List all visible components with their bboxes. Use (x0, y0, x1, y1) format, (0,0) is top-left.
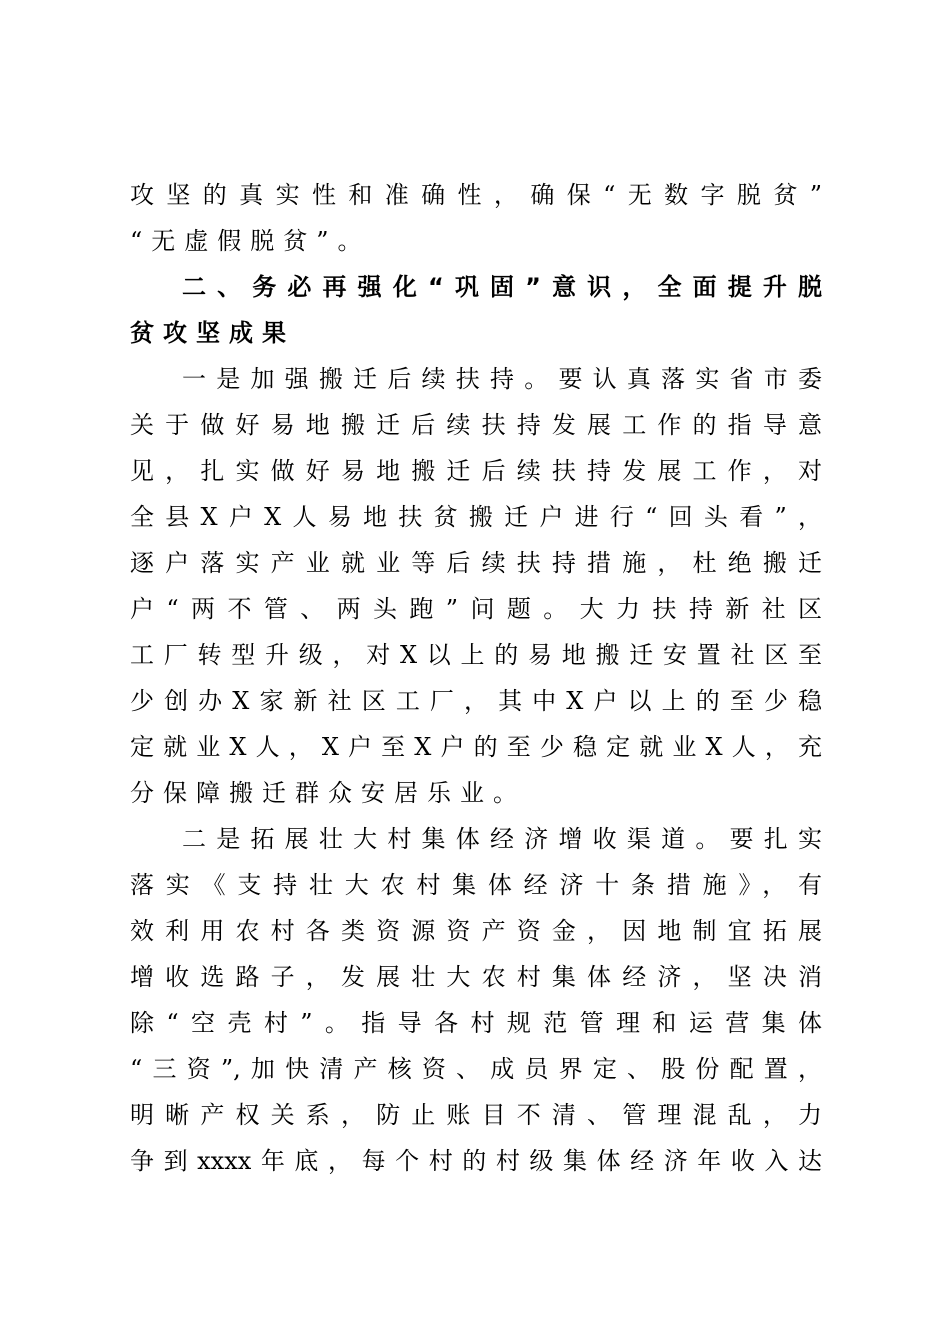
paragraph-first-line: 二是拓展壮大村集体经济增收渠道。要扎实 (182, 825, 822, 853)
body-text-line: 效利用农村各类资源资产资金，因地制宜拓展 (130, 917, 822, 945)
body-text-line: 除“空壳村”。指导各村规范管理和运营集体 (130, 1009, 822, 1037)
body-text-line: 定就业X人，X户至X户的至少稳定就业X人，充 (130, 733, 822, 761)
body-text-line: 落实《支持壮大农村集体经济十条措施》，有 (130, 871, 822, 899)
body-text-line: 增收选路子，发展壮大农村集体经济，坚决消 (130, 963, 822, 991)
body-text-line: 全县X户X人易地扶贫搬迁户进行“回头看”， (130, 503, 822, 531)
section-heading-continued: 贫攻坚成果 (130, 319, 295, 347)
body-text-line: 攻坚的真实性和准确性，确保“无数字脱贫” (130, 181, 822, 209)
body-text-line: 少创办X家新社区工厂，其中X户以上的至少稳 (130, 687, 822, 715)
body-text-line: “三资”,加快清产核资、成员界定、股份配置， (130, 1055, 822, 1083)
body-text-line: 逐户落实产业就业等后续扶持措施，杜绝搬迁 (130, 549, 822, 577)
body-text-line: “无虚假脱贫”。 (130, 227, 371, 255)
body-text-line: 关于做好易地搬迁后续扶持发展工作的指导意 (130, 411, 822, 439)
paragraph-first-line: 一是加强搬迁后续扶持。要认真落实省市委 (182, 365, 822, 393)
body-text-line: 工厂转型升级，对X以上的易地搬迁安置社区至 (130, 641, 822, 669)
body-text-line: 户“两不管、两头跑”问题。大力扶持新社区 (130, 595, 822, 623)
body-text-line: 见，扎实做好易地搬迁后续扶持发展工作，对 (130, 457, 822, 485)
body-text-line: 争到xxxx年底，每个村的村级集体经济年收入达 (130, 1147, 822, 1175)
body-text-line: 分保障搬迁群众安居乐业。 (130, 779, 526, 807)
section-heading: 二、务必再强化“巩固”意识，全面提升脱 (182, 273, 822, 301)
body-text-line: 明晰产权关系，防止账目不清、管理混乱，力 (130, 1101, 822, 1129)
